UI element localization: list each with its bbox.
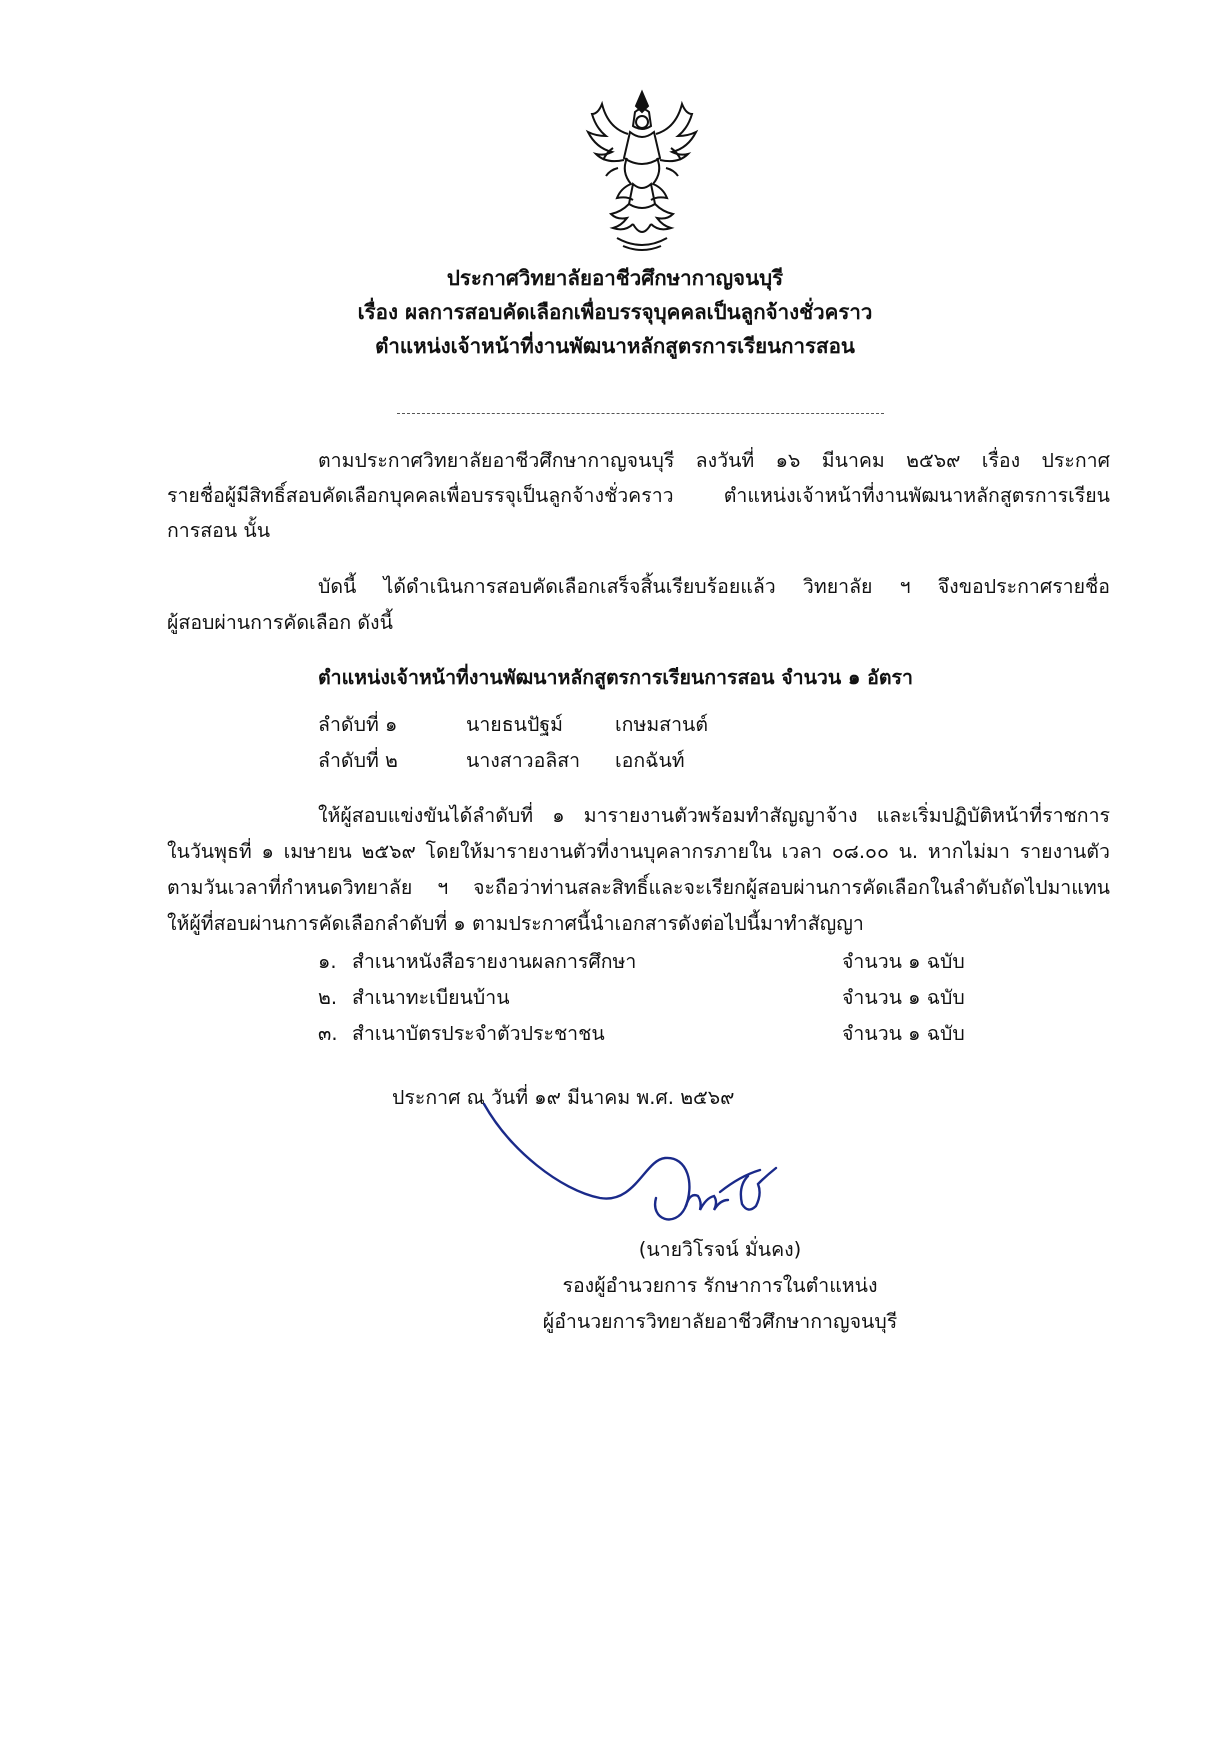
title-line-1: ประกาศวิทยาลัยอาชีวศึกษากาญจนบุรี	[446, 266, 784, 290]
candidate-first-name: นางสาวอลิสา	[466, 749, 581, 772]
candidate-last-name: เกษมสานต์	[615, 713, 709, 736]
title-line-2: เรื่อง ผลการสอบคัดเลือกเพื่อบรรจุบุคคลเป็นลูกจ้างชั่วคราว	[357, 300, 873, 324]
document-number: ๒.	[318, 986, 338, 1009]
document-name: สำเนาบัตรประจำตัวประชาชน	[352, 1022, 605, 1045]
document-quantity: จำนวน ๑ ฉบับ	[842, 1022, 965, 1045]
document-number: ๑.	[318, 950, 337, 973]
signatory-title-1: รองผู้อำนวยการ รักษาการในตำแหน่ง	[562, 1274, 878, 1297]
handwritten-signature-icon	[470, 1080, 830, 1240]
paragraph-3-line-2: ในวันพุธที่ ๑ เมษายน ๒๕๖๙ โดยให้มารายงานตัวที่งานบุคลากรภายใน เวลา ๐๘.๐๐ น. หากไม่มา รายงานตัว	[167, 840, 1110, 863]
paragraph-2-line-1: บัดนี้ ได้ดำเนินการสอบคัดเลือกเสร็จสิ้นเรียบร้อยแล้ว วิทยาลัย ฯ จึงขอประกาศรายชื่อ	[318, 575, 1110, 598]
paragraph-3-line-4: ให้ผู้ที่สอบผ่านการคัดเลือกลำดับที่ ๑ ตามประกาศนี้นำเอกสารดังต่อไปนี้มาทำสัญญา	[167, 912, 864, 935]
rank-label: ลำดับที่ ๑	[318, 713, 398, 736]
paragraph-1-line-3: การสอน นั้น	[167, 519, 271, 542]
paragraph-2-line-2: ผู้สอบผ่านการคัดเลือก ดังนี้	[167, 611, 393, 634]
paragraph-1-line-1: ตามประกาศวิทยาลัยอาชีวศึกษากาญจนบุรี ลงวันที่ ๑๖ มีนาคม ๒๕๖๙ เรื่อง ประกาศ	[318, 449, 1110, 472]
paragraph-3-line-1: ให้ผู้สอบแข่งขันได้ลำดับที่ ๑ มารายงานตัวพร้อมทำสัญญาจ้าง และเริ่มปฏิบัติหน้าที่ราชการ	[318, 804, 1110, 827]
document-quantity: จำนวน ๑ ฉบับ	[842, 950, 965, 973]
paragraph-1-line-2: รายชื่อผู้มีสิทธิ์สอบคัดเลือกบุคคลเพื่อบรรจุเป็นลูกจ้างชั่วคราว ตำแหน่งเจ้าหน้าที่งานพัฒนาหลักสูตรการเรียน	[167, 484, 1110, 507]
title-line-3: ตำแหน่งเจ้าหน้าที่งานพัฒนาหลักสูตรการเรียนการสอน	[375, 334, 855, 358]
position-heading: ตำแหน่งเจ้าหน้าที่งานพัฒนาหลักสูตรการเรียนการสอน จำนวน ๑ อัตรา	[318, 666, 913, 689]
candidate-last-name: เอกฉันท์	[615, 749, 685, 772]
candidate-first-name: นายธนปัฐม์	[466, 713, 563, 736]
signatory-title-2: ผู้อำนวยการวิทยาลัยอาชีวศึกษากาญจนบุรี	[542, 1310, 898, 1333]
document-name: สำเนาหนังสือรายงานผลการศึกษา	[352, 950, 637, 973]
signatory-name: (นายวิโรจน์ มั่นคง)	[638, 1238, 802, 1261]
announce-date: ประกาศ ณ วันที่ ๑๙ มีนาคม พ.ศ. ๒๕๖๙	[392, 1086, 735, 1109]
document-number: ๓.	[318, 1022, 338, 1045]
rank-label: ลำดับที่ ๒	[318, 749, 398, 772]
paragraph-3-line-3: ตามวันเวลาที่กำหนดวิทยาลัย ฯ จะถือว่าท่านสละสิทธิ์และจะเรียกผู้สอบผ่านการคัดเลือกในลำดับถัดไปมาแทน	[167, 876, 1110, 899]
document-name: สำเนาทะเบียนบ้าน	[352, 986, 510, 1009]
heading-divider	[397, 413, 884, 414]
garuda-emblem-icon	[583, 88, 701, 253]
document-quantity: จำนวน ๑ ฉบับ	[842, 986, 965, 1009]
